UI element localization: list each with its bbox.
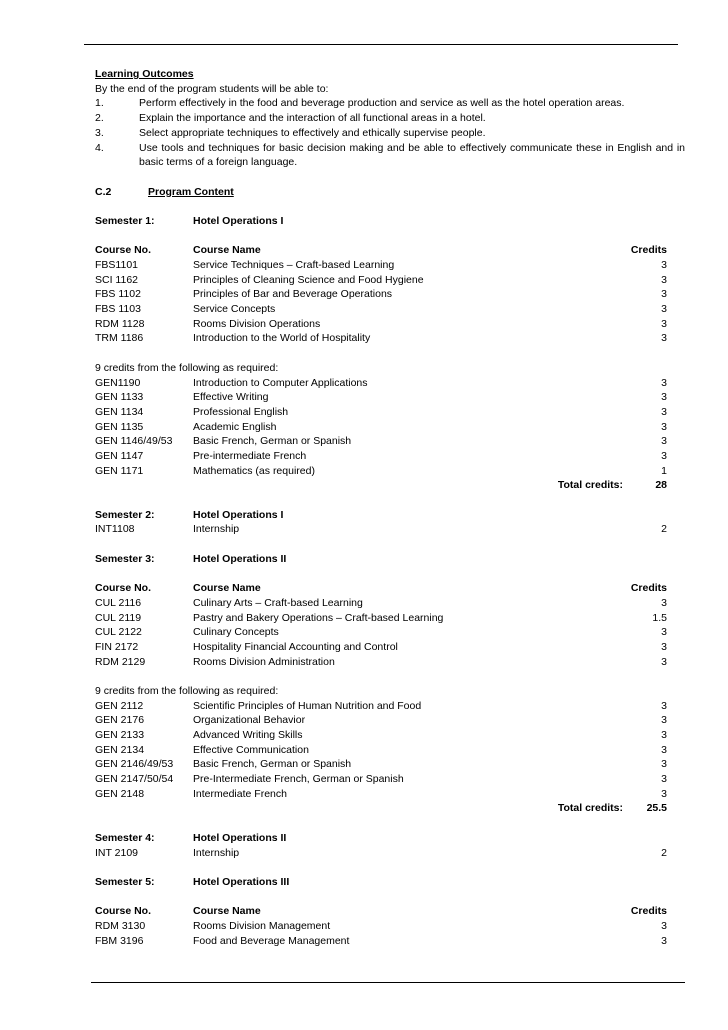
course-table-header (95, 243, 667, 258)
course-credits: 3 (661, 449, 667, 462)
table-row (95, 640, 667, 655)
course-number: GEN 1134 (95, 405, 144, 418)
course-number: FBS 1103 (95, 303, 141, 316)
semester-section (95, 831, 667, 860)
credits-header: Credits (630, 905, 667, 918)
course-number: RDM 2129 (95, 655, 146, 668)
footer-rule (91, 982, 685, 983)
semester-section (95, 552, 667, 816)
course-credits: 3 (661, 714, 667, 727)
table-row (95, 522, 667, 537)
semester-heading (95, 214, 667, 229)
course-credits: 3 (661, 655, 667, 668)
course-credits: 3 (661, 626, 667, 639)
course-credits: 3 (661, 332, 667, 345)
course-number: CUL 2116 (95, 596, 142, 609)
course-number: GEN 2146/49/53 (95, 758, 174, 771)
course-name: Intermediate French (193, 787, 287, 800)
course-name: Rooms Division Administration (193, 655, 335, 668)
semester-heading (95, 552, 667, 567)
course-number: GEN 2147/50/54 (95, 773, 174, 786)
course-no-header: Course No. (95, 582, 152, 595)
course-number: GEN 2133 (95, 729, 145, 742)
course-credits: 3 (661, 405, 667, 418)
course-number: RDM 3130 (95, 919, 146, 932)
table-row (95, 728, 667, 743)
course-number: GEN 1147 (95, 449, 144, 462)
course-credits: 3 (661, 259, 667, 272)
course-credits: 3 (661, 743, 667, 756)
semester-title: Hotel Operations II (193, 552, 287, 565)
course-number: GEN 2134 (95, 743, 145, 756)
course-name: Professional English (193, 405, 289, 418)
course-name-header: Course Name (193, 582, 261, 595)
course-name: Academic English (193, 420, 277, 433)
outcome-text: Explain the importance and the interaction of all functional areas in a hotel. (139, 112, 486, 125)
course-number: GEN 2148 (95, 787, 145, 800)
course-number: INT1108 (95, 523, 135, 536)
course-credits: 3 (661, 273, 667, 286)
semesters-list (95, 214, 667, 948)
table-row (95, 772, 667, 787)
course-name: Pastry and Bakery Operations – Craft-based Learning (193, 611, 444, 624)
semester-label: Semester 3: (95, 552, 155, 565)
course-no-header: Course No. (95, 244, 152, 257)
course-credits: 3 (661, 758, 667, 771)
program-content-heading (95, 185, 667, 200)
course-credits: 1.5 (652, 611, 667, 624)
table-row (95, 331, 667, 346)
learning-outcomes-section (95, 67, 685, 170)
course-name: Internship (193, 846, 240, 859)
course-name: Hospitality Financial Accounting and Control (193, 640, 398, 653)
course-name: Pre-Intermediate French, German or Spanish (193, 773, 404, 786)
course-name: Service Concepts (193, 303, 276, 316)
course-name: Culinary Arts – Craft-based Learning (193, 596, 363, 609)
course-name: Pre-intermediate French (193, 449, 307, 462)
semester-label: Semester 4: (95, 831, 155, 844)
course-number: FBM 3196 (95, 934, 144, 947)
table-row (95, 317, 667, 332)
total-credits-row (95, 801, 667, 816)
outcome-number: 4. (95, 141, 104, 154)
total-credits-label: Total credits: (557, 802, 623, 815)
course-name-header: Course Name (193, 244, 261, 257)
elective-note: 9 credits from the following as required: (95, 684, 279, 697)
table-row (95, 787, 667, 802)
table-row (95, 757, 667, 772)
course-credits: 3 (661, 420, 667, 433)
table-row (95, 449, 667, 464)
table-row (95, 420, 667, 435)
semester-heading (95, 831, 667, 846)
table-row (95, 376, 667, 391)
semester-title: Hotel Operations II (193, 831, 287, 844)
table-row (95, 434, 667, 449)
table-row (95, 273, 667, 288)
course-number: SCI 1162 (95, 273, 138, 286)
course-name: Internship (193, 523, 240, 536)
total-credits-value: 28 (655, 479, 667, 492)
elective-note: 9 credits from the following as required: (95, 361, 279, 374)
learning-outcomes-intro: By the end of the program students will be able to: (95, 82, 329, 95)
table-row (95, 390, 667, 405)
semester-label: Semester 2: (95, 508, 155, 521)
table-row (95, 655, 667, 670)
course-credits: 3 (661, 288, 667, 301)
table-row (95, 464, 667, 479)
table-row (95, 625, 667, 640)
table-row (95, 302, 667, 317)
course-number: FBS1101 (95, 259, 138, 272)
course-number: CUL 2119 (95, 611, 142, 624)
course-name-header: Course Name (193, 905, 261, 918)
table-row (95, 611, 667, 626)
course-name: Service Techniques – Craft-based Learning (193, 259, 395, 272)
table-row (95, 258, 667, 273)
outcome-text: Select appropriate techniques to effectively and ethically supervise people. (139, 126, 486, 139)
outcome-text: Perform effectively in the food and beverage production and service as well as the hotel operation areas. (139, 97, 625, 110)
course-name: Rooms Division Operations (193, 317, 321, 330)
course-credits: 3 (661, 317, 667, 330)
course-number: FBS 1102 (95, 288, 141, 301)
course-name: Principles of Bar and Beverage Operations (193, 288, 393, 301)
course-name: Effective Communication (193, 743, 309, 756)
table-row (95, 405, 667, 420)
course-number: CUL 2122 (95, 626, 142, 639)
outcome-number: 3. (95, 126, 104, 139)
table-row (95, 713, 667, 728)
course-name: Principles of Cleaning Science and Food Hygiene (193, 273, 424, 286)
course-name: Scientific Principles of Human Nutrition and Food (193, 699, 422, 712)
course-number: GEN 1146/49/53 (95, 435, 173, 448)
learning-outcome-item (95, 111, 685, 126)
total-credits-value: 25.5 (646, 802, 667, 815)
total-credits-row (95, 478, 667, 493)
course-credits: 2 (661, 846, 667, 859)
course-name: Rooms Division Management (193, 919, 331, 932)
course-credits: 3 (661, 303, 667, 316)
table-row (95, 934, 667, 949)
semester-label: Semester 5: (95, 875, 155, 888)
credits-header: Credits (630, 582, 667, 595)
table-row (95, 699, 667, 714)
semester-section (95, 508, 667, 537)
semester-label: Semester 1: (95, 214, 155, 227)
learning-outcome-item (95, 96, 685, 111)
program-title: Program Content (148, 185, 234, 198)
table-row (95, 596, 667, 611)
course-number: RDM 1128 (95, 317, 145, 330)
course-credits: 3 (661, 787, 667, 800)
course-credits: 3 (661, 596, 667, 609)
course-name: Introduction to the World of Hospitality (193, 332, 371, 345)
course-number: GEN 1171 (95, 464, 144, 477)
course-table-header (95, 581, 667, 596)
semester-section (95, 214, 667, 493)
credits-header: Credits (630, 244, 667, 257)
course-name: Basic French, German or Spanish (193, 435, 352, 448)
document-body (95, 67, 685, 948)
semester-title: Hotel Operations III (193, 875, 290, 888)
course-number: GEN1190 (95, 376, 141, 389)
semester-heading (95, 508, 667, 523)
table-row (95, 846, 667, 861)
semester-title: Hotel Operations I (193, 214, 284, 227)
course-credits: 2 (661, 523, 667, 536)
semester-title: Hotel Operations I (193, 508, 284, 521)
course-credits: 3 (661, 729, 667, 742)
course-name: Mathematics (as required) (193, 464, 315, 477)
course-credits: 3 (661, 699, 667, 712)
course-name: Organizational Behavior (193, 714, 306, 727)
course-name: Introduction to Computer Applications (193, 376, 368, 389)
semester-section (95, 875, 667, 948)
course-no-header: Course No. (95, 905, 152, 918)
course-name: Culinary Concepts (193, 626, 279, 639)
course-number: INT 2109 (95, 846, 138, 859)
program-code: C.2 (95, 185, 112, 198)
course-number: GEN 2176 (95, 714, 145, 727)
table-row (95, 743, 667, 758)
course-table-header (95, 904, 667, 919)
header-rule (84, 44, 678, 45)
course-name: Effective Writing (193, 391, 269, 404)
course-name: Advanced Writing Skills (193, 729, 303, 742)
course-credits: 3 (661, 640, 667, 653)
learning-outcome-item (95, 126, 685, 141)
outcome-text: Use tools and techniques for basic decision making and be able to effectively communicate these in English and in basic terms of a foreign language. (139, 141, 685, 169)
course-credits: 3 (661, 773, 667, 786)
learning-outcomes-heading: Learning Outcomes (95, 68, 194, 80)
course-number: GEN 2112 (95, 699, 144, 712)
outcome-number: 2. (95, 112, 104, 125)
course-number: GEN 1135 (95, 420, 144, 433)
outcome-number: 1. (95, 97, 104, 110)
course-credits: 1 (661, 464, 667, 477)
course-name: Basic French, German or Spanish (193, 758, 352, 771)
course-credits: 3 (661, 435, 667, 448)
course-number: FIN 2172 (95, 640, 139, 653)
course-name: Food and Beverage Management (193, 934, 350, 947)
course-credits: 3 (661, 391, 667, 404)
course-number: GEN 1133 (95, 391, 144, 404)
learning-outcome-item (95, 141, 685, 170)
course-credits: 3 (661, 376, 667, 389)
course-credits: 3 (661, 919, 667, 932)
table-row (95, 287, 667, 302)
semester-heading (95, 875, 667, 890)
course-number: TRM 1186 (95, 332, 144, 345)
learning-outcomes-list (95, 96, 685, 170)
total-credits-label: Total credits: (557, 479, 623, 492)
course-credits: 3 (661, 934, 667, 947)
table-row (95, 919, 667, 934)
